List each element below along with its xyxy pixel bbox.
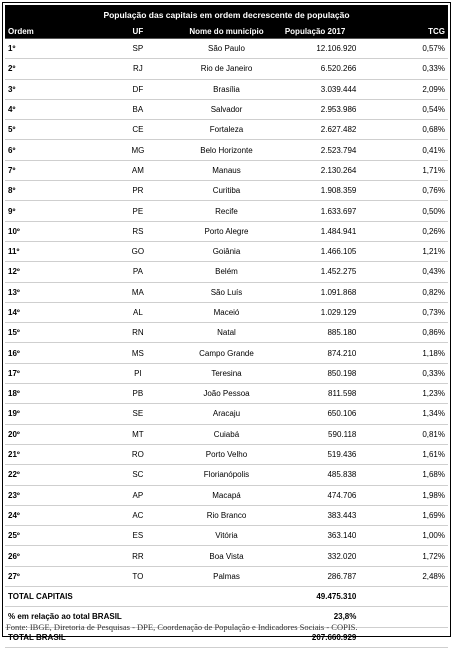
cell-ordem: 11º [5,241,94,261]
cell-ordem: 23º [5,485,94,505]
cell-municipio: Aracaju [182,404,271,424]
cell-uf: AC [94,505,183,525]
cell-ordem: 26º [5,546,94,566]
table-title: População das capitais em ordem decrescente de população [5,5,448,24]
cell-municipio: Florianópolis [182,465,271,485]
cell-tcg: 0,41% [359,140,448,160]
cell-uf: AM [94,160,183,180]
table-row [5,160,448,180]
total-value: 49.475.310 [271,587,360,607]
col-header-uf: UF [94,24,183,39]
cell-populacao: 474.706 [271,485,360,505]
cell-municipio: Belém [182,262,271,282]
table-row [5,79,448,99]
table-row [5,262,448,282]
cell-uf: AL [94,302,183,322]
cell-municipio: São Paulo [182,39,271,59]
cell-ordem: 15º [5,323,94,343]
table-row [5,444,448,464]
cell-ordem: 12º [5,262,94,282]
cell-municipio: Vitória [182,526,271,546]
cell-ordem: 27º [5,566,94,586]
col-header-populacao: População 2017 [271,24,360,39]
table-row [5,485,448,505]
cell-ordem: 25º [5,526,94,546]
cell-tcg: 0,81% [359,424,448,444]
total-label: TOTAL BRASIL [5,627,271,647]
table-row [5,323,448,343]
cell-municipio: Manaus [182,160,271,180]
cell-municipio: Porto Alegre [182,221,271,241]
cell-tcg: 0,82% [359,282,448,302]
cell-uf: AP [94,485,183,505]
cell-tcg: 1,69% [359,505,448,525]
col-header-tcg: TCG [359,24,448,39]
cell-municipio: Rio de Janeiro [182,59,271,79]
table-row [5,140,448,160]
cell-populacao: 363.140 [271,526,360,546]
cell-ordem: 17º [5,363,94,383]
cell-populacao: 1.029.129 [271,302,360,322]
cell-ordem: 18º [5,384,94,404]
cell-uf: SC [94,465,183,485]
table-row [5,201,448,221]
cell-populacao: 1.908.359 [271,181,360,201]
cell-uf: BA [94,99,183,119]
cell-uf: GO [94,241,183,261]
cell-populacao: 590.118 [271,424,360,444]
cell-populacao: 6.520.266 [271,59,360,79]
cell-uf: RS [94,221,183,241]
cell-municipio: Recife [182,201,271,221]
cell-municipio: Rio Branco [182,505,271,525]
cell-tcg: 1,72% [359,546,448,566]
cell-municipio: Porto Velho [182,444,271,464]
cell-tcg: 0,54% [359,99,448,119]
table-body [5,39,448,587]
cell-municipio: Boa Vista [182,546,271,566]
cell-populacao: 2.627.482 [271,120,360,140]
table-row [5,99,448,119]
table-row [5,302,448,322]
cell-ordem: 24º [5,505,94,525]
cell-municipio: Palmas [182,566,271,586]
total-empty-cell [359,607,448,627]
total-value: 23,8% [271,607,360,627]
cell-ordem: 2º [5,59,94,79]
table-row [5,566,448,586]
total-label: TOTAL CAPITAIS [5,587,271,607]
cell-uf: ES [94,526,183,546]
cell-tcg: 0,26% [359,221,448,241]
cell-tcg: 0,33% [359,59,448,79]
cell-municipio: Fortaleza [182,120,271,140]
cell-ordem: 21º [5,444,94,464]
table-row [5,505,448,525]
total-row [5,587,448,607]
cell-ordem: 7º [5,160,94,180]
cell-populacao: 1.633.697 [271,201,360,221]
cell-uf: RO [94,444,183,464]
cell-uf: PA [94,262,183,282]
cell-uf: CE [94,120,183,140]
cell-uf: PI [94,363,183,383]
table-row [5,404,448,424]
cell-tcg: 2,48% [359,566,448,586]
cell-municipio: Curitiba [182,181,271,201]
table-row [5,282,448,302]
cell-municipio: Salvador [182,99,271,119]
cell-tcg: 1,18% [359,343,448,363]
total-empty-cell [359,627,448,647]
cell-ordem: 13º [5,282,94,302]
cell-ordem: 16º [5,343,94,363]
table-row [5,221,448,241]
cell-ordem: 22º [5,465,94,485]
cell-populacao: 1.091.868 [271,282,360,302]
cell-tcg: 0,86% [359,323,448,343]
cell-tcg: 1,71% [359,160,448,180]
cell-uf: SE [94,404,183,424]
cell-municipio: Brasília [182,79,271,99]
cell-tcg: 1,68% [359,465,448,485]
cell-tcg: 0,68% [359,120,448,140]
table-row [5,384,448,404]
cell-uf: RN [94,323,183,343]
cell-municipio: Maceió [182,302,271,322]
cell-populacao: 874.210 [271,343,360,363]
cell-uf: PB [94,384,183,404]
cell-populacao: 2.953.986 [271,99,360,119]
totals-body [5,587,448,648]
cell-uf: MG [94,140,183,160]
cell-municipio: Teresina [182,363,271,383]
cell-uf: RJ [94,59,183,79]
cell-tcg: 0,43% [359,262,448,282]
cell-ordem: 8º [5,181,94,201]
cell-municipio: Goiânia [182,241,271,261]
cell-uf: DF [94,79,183,99]
col-header-ordem: Ordem [5,24,94,39]
cell-uf: PE [94,201,183,221]
cell-tcg: 2,09% [359,79,448,99]
cell-municipio: Cuiabá [182,424,271,444]
cell-uf: PR [94,181,183,201]
cell-populacao: 3.039.444 [271,79,360,99]
cell-populacao: 1.466.105 [271,241,360,261]
cell-uf: RR [94,546,183,566]
cell-tcg: 1,98% [359,485,448,505]
cell-tcg: 0,33% [359,363,448,383]
cell-ordem: 14º [5,302,94,322]
table-row [5,526,448,546]
cell-populacao: 12.106.920 [271,39,360,59]
total-label: % em relação ao total BRASIL [5,607,271,627]
cell-ordem: 3º [5,79,94,99]
source-note: Fonte: IBGE, Diretoria de Pesquisas - DPE, Coordenação de População e Indicadores Sociais - COPIS. [6,622,358,632]
cell-populacao: 332.020 [271,546,360,566]
total-value: 207.660.929 [271,627,360,647]
cell-populacao: 485.838 [271,465,360,485]
cell-populacao: 650.106 [271,404,360,424]
cell-tcg: 1,23% [359,384,448,404]
table-row [5,59,448,79]
cell-ordem: 4º [5,99,94,119]
cell-tcg: 1,61% [359,444,448,464]
cell-ordem: 6º [5,140,94,160]
cell-tcg: 0,73% [359,302,448,322]
cell-tcg: 0,50% [359,201,448,221]
table-row [5,465,448,485]
cell-populacao: 811.598 [271,384,360,404]
cell-populacao: 383.443 [271,505,360,525]
cell-populacao: 1.452.275 [271,262,360,282]
population-table [5,5,448,648]
cell-municipio: Belo Horizonte [182,140,271,160]
table-row [5,120,448,140]
cell-populacao: 2.130.264 [271,160,360,180]
cell-tcg: 1,21% [359,241,448,261]
cell-municipio: São Luís [182,282,271,302]
cell-ordem: 10º [5,221,94,241]
col-header-municipio: Nome do município [182,24,271,39]
cell-uf: MT [94,424,183,444]
table-row [5,424,448,444]
cell-uf: MS [94,343,183,363]
cell-municipio: Macapá [182,485,271,505]
cell-municipio: Campo Grande [182,343,271,363]
table-row [5,363,448,383]
cell-populacao: 2.523.794 [271,140,360,160]
total-empty-cell [359,587,448,607]
cell-populacao: 885.180 [271,323,360,343]
cell-ordem: 9º [5,201,94,221]
cell-uf: MA [94,282,183,302]
cell-populacao: 286.787 [271,566,360,586]
table-row [5,39,448,59]
cell-tcg: 1,34% [359,404,448,424]
cell-populacao: 519.436 [271,444,360,464]
cell-municipio: Natal [182,323,271,343]
cell-ordem: 19º [5,404,94,424]
cell-ordem: 1º [5,39,94,59]
cell-uf: TO [94,566,183,586]
cell-ordem: 20º [5,424,94,444]
cell-tcg: 0,76% [359,181,448,201]
table-row [5,241,448,261]
cell-tcg: 0,57% [359,39,448,59]
table-row [5,546,448,566]
cell-populacao: 850.198 [271,363,360,383]
cell-tcg: 1,00% [359,526,448,546]
cell-populacao: 1.484.941 [271,221,360,241]
table-row [5,343,448,363]
cell-municipio: João Pessoa [182,384,271,404]
cell-uf: SP [94,39,183,59]
cell-ordem: 5º [5,120,94,140]
table-row [5,181,448,201]
